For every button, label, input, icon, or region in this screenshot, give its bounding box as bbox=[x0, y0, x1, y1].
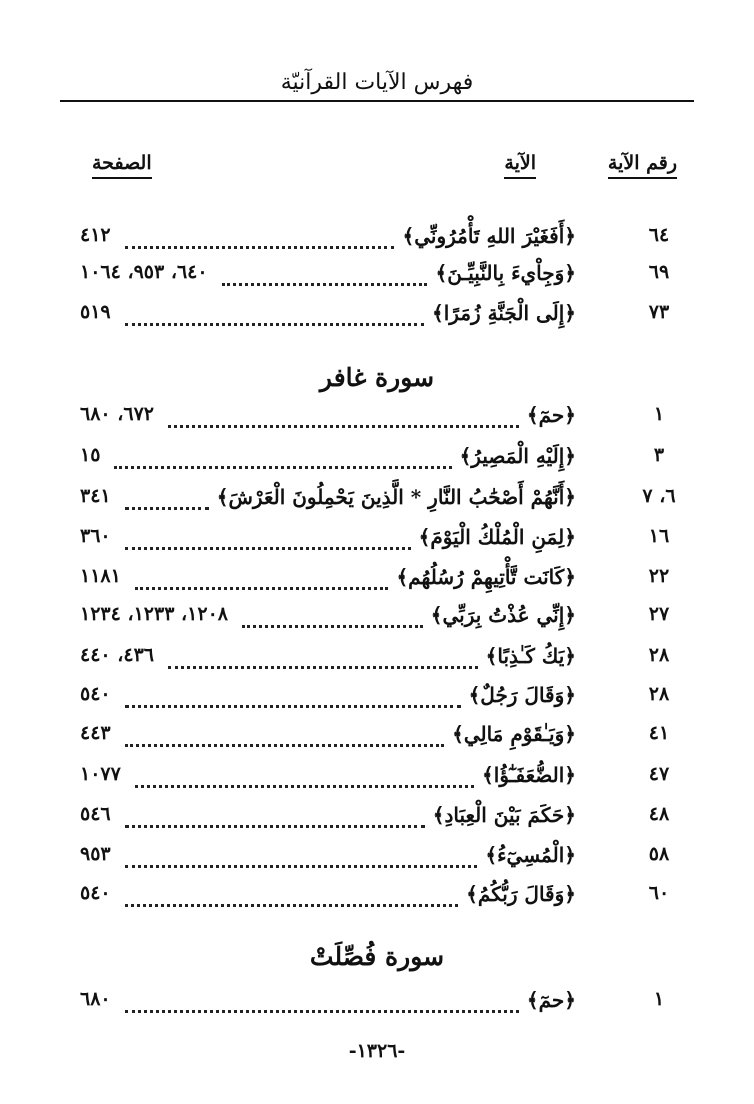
page-references: ٥٤٠ bbox=[80, 882, 111, 904]
ayah-number: ١ bbox=[653, 988, 665, 1010]
ayah-number: ٤٧ bbox=[648, 763, 670, 785]
ayah-text: ﴿إِلَيْهِ الْمَصِيرُ﴾ bbox=[459, 444, 576, 468]
page-references: ٦٤٠، ٩٥٣، ١٠٦٤ bbox=[80, 261, 208, 283]
ayah-number: ٤٨ bbox=[648, 803, 670, 825]
ayah-number: ١٦ bbox=[648, 525, 670, 547]
ayah-number: ٦٩ bbox=[648, 261, 670, 283]
leader-dots bbox=[114, 448, 452, 469]
leader-dots bbox=[125, 726, 444, 747]
page-references: ٤١٢ bbox=[80, 224, 111, 246]
page-references: ٥١٩ bbox=[80, 301, 111, 323]
ayah-text: ﴿وَيَـٰقَوْمِ مَالِي﴾ bbox=[452, 722, 576, 746]
leader-dots bbox=[125, 305, 424, 326]
leader-dots bbox=[125, 529, 411, 550]
column-header-ayah: الآية bbox=[504, 152, 536, 179]
index-entry bbox=[80, 603, 676, 633]
page-references: ١٠٧٧ bbox=[80, 763, 121, 785]
ayah-text: ﴿وَجِاْيءَ بِالنَّبِيِّـنَ﴾ bbox=[435, 261, 576, 285]
page-references: ١٢٠٨، ١٢٣٣، ١٢٣٤ bbox=[80, 603, 228, 625]
leader-dots bbox=[222, 265, 427, 286]
page-references: ٤٣٦، ٤٤٠ bbox=[80, 644, 154, 666]
leader-dots bbox=[125, 847, 477, 868]
leader-dots bbox=[125, 992, 519, 1013]
column-header-page: الصفحة bbox=[92, 152, 152, 179]
page-references: ٤٤٣ bbox=[80, 722, 111, 744]
index-entry bbox=[80, 525, 676, 555]
ayah-number: ٦، ٧ bbox=[642, 485, 676, 507]
ayah-text: ﴿أَفَغَيْرَ اللهِ تَأْمُرُونِّي﴾ bbox=[402, 224, 576, 248]
leader-dots bbox=[125, 489, 209, 510]
ayah-number: ٦٠ bbox=[648, 882, 670, 904]
index-entry bbox=[80, 224, 676, 254]
page-references: ٣٤١ bbox=[80, 485, 111, 507]
index-entry bbox=[80, 444, 676, 474]
ayah-number: ٤١ bbox=[648, 722, 670, 744]
page-references: ٦٧٢، ٦٨٠ bbox=[80, 403, 154, 425]
ayah-text: ﴿أَنَّهُمْ أَصْحَٰبُ النَّارِ * الَّذِينَ يَحْمِلُونَ الْعَرْشَ﴾ bbox=[216, 485, 576, 509]
ayah-number: ٧٣ bbox=[648, 301, 670, 323]
page-references: ٥٤٠ bbox=[80, 683, 111, 705]
ayah-number: ٢٧ bbox=[648, 603, 670, 625]
leader-dots bbox=[168, 407, 519, 428]
ayah-text: ﴿حمٓ﴾ bbox=[526, 403, 576, 427]
index-entry bbox=[80, 261, 676, 291]
ayah-number: ٢٨ bbox=[648, 683, 670, 705]
ayah-text: ﴿حمٓ﴾ bbox=[526, 988, 576, 1012]
index-entry bbox=[80, 843, 676, 873]
index-entry bbox=[80, 763, 676, 793]
page-references: ٣٦٠ bbox=[80, 525, 111, 547]
ayah-text: ﴿يَكُ كَـٰذِبًا﴾ bbox=[485, 644, 576, 668]
ayah-text: ﴿وَقَالَ رَبُّكُمُ﴾ bbox=[466, 882, 576, 906]
leader-dots bbox=[135, 767, 474, 788]
surah-heading-fussilat: سورة فُصِّلَتْ bbox=[309, 942, 445, 971]
leader-dots bbox=[242, 607, 423, 628]
ayah-text: ﴿إِلَى الْجَنَّةِ زُمَرًا﴾ bbox=[432, 301, 576, 325]
ayah-number: ٦٤ bbox=[648, 224, 670, 246]
ayah-text: ﴿إِنِّي عُذْتُ بِرَبِّي﴾ bbox=[430, 603, 576, 627]
ayah-text: ﴿الْمُسِيٓءُ﴾ bbox=[485, 843, 576, 867]
index-entry bbox=[80, 803, 676, 833]
header-rule bbox=[60, 100, 694, 102]
ayah-number: ٢٨ bbox=[648, 644, 670, 666]
index-entry bbox=[80, 301, 676, 331]
ayah-text: ﴿حَكَمَ بَيْنَ الْعِبَادِ﴾ bbox=[432, 803, 576, 827]
ayah-text: ﴿كَانَت تَّأْتِيهِمْ رُسُلُهُم﴾ bbox=[396, 565, 576, 589]
leader-dots bbox=[125, 886, 458, 907]
page-references: ٥٤٦ bbox=[80, 803, 111, 825]
leader-dots bbox=[125, 228, 394, 249]
leader-dots bbox=[135, 569, 388, 590]
running-title: فهرس الآيات القرآنيّة bbox=[280, 70, 474, 95]
surah-heading-ghafir: سورة غافر bbox=[319, 363, 435, 392]
column-header-ayah-number: رقم الآية bbox=[608, 152, 677, 179]
index-entry bbox=[80, 644, 676, 674]
index-entry bbox=[80, 683, 676, 713]
page-references: ٦٨٠ bbox=[80, 988, 111, 1010]
ayah-text: ﴿لِمَنِ الْمُلْكُ الْيَوْمَ﴾ bbox=[418, 525, 576, 549]
index-entry bbox=[80, 988, 676, 1018]
index-entry bbox=[80, 485, 676, 515]
leader-dots bbox=[168, 648, 478, 669]
ayah-number: ٥٨ bbox=[648, 843, 670, 865]
ayah-number: ١ bbox=[653, 403, 665, 425]
page-references: ١٥ bbox=[80, 444, 101, 466]
index-entry bbox=[80, 722, 676, 752]
index-entry bbox=[80, 882, 676, 912]
ayah-number: ٣ bbox=[653, 444, 665, 466]
page-number: -١٣٢٦- bbox=[348, 1040, 406, 1062]
page-references: ٩٥٣ bbox=[80, 843, 111, 865]
ayah-text: ﴿الضُّعَفَـٰٓؤُا﴾ bbox=[482, 763, 576, 787]
index-entry bbox=[80, 403, 676, 433]
ayah-text: ﴿وَقَالَ رَجُلٌ﴾ bbox=[468, 683, 576, 707]
ayah-number: ٢٢ bbox=[648, 565, 670, 587]
page-references: ١١٨١ bbox=[80, 565, 121, 587]
leader-dots bbox=[125, 687, 461, 708]
index-entry bbox=[80, 565, 676, 595]
leader-dots bbox=[125, 807, 425, 828]
